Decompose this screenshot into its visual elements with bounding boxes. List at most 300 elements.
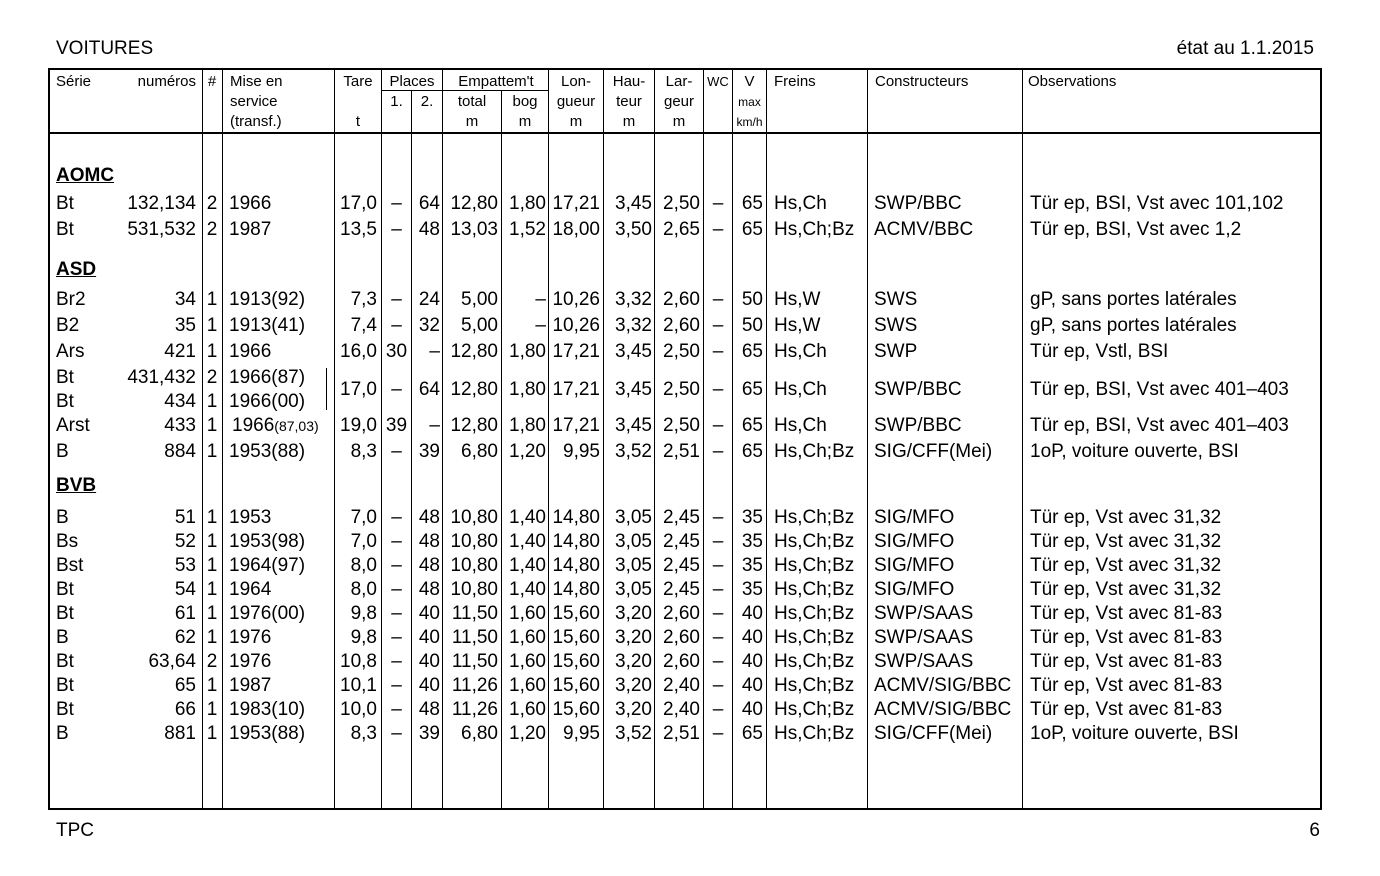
header-v: V xyxy=(744,73,755,90)
cell-p1: – xyxy=(391,531,402,552)
cell-p1: – xyxy=(391,675,402,696)
cell-mise: 1966 xyxy=(229,341,272,362)
cell-tare: 8,0 xyxy=(350,555,377,576)
cell-mise: 1964(97) xyxy=(229,555,306,576)
cell-bog: 1,20 xyxy=(509,723,546,744)
cell-wc: – xyxy=(712,415,724,436)
cell-p2: 48 xyxy=(418,531,440,552)
header-lar-1: Lar- xyxy=(665,73,693,90)
cell-obs: 1oP, voiture ouverte, BSI xyxy=(1030,723,1239,744)
cell-v: 65 xyxy=(741,219,763,240)
header-hau-unit: m xyxy=(622,113,636,130)
cell-wc: – xyxy=(712,675,724,696)
cell-tot: 10,80 xyxy=(450,555,498,576)
cell-lon: 14,80 xyxy=(552,579,600,600)
cell-obs: Tür ep, Vst avec 31,32 xyxy=(1030,507,1222,528)
cell-serie: B xyxy=(56,627,69,648)
cell-p1: 39 xyxy=(385,415,408,436)
cell-lon: 14,80 xyxy=(552,507,600,528)
cell-n: 1 xyxy=(206,603,218,624)
cell-fr: Hs,Ch;Bz xyxy=(774,723,855,744)
header-lar-2: geur xyxy=(663,93,695,110)
cell-tot: 10,80 xyxy=(450,531,498,552)
cell-wc: – xyxy=(712,193,724,214)
cell-obs: Tür ep, Vst avec 81-83 xyxy=(1030,651,1223,672)
cell-lon: 14,80 xyxy=(552,531,600,552)
cell-tare: 7,4 xyxy=(350,315,377,336)
cell-wc: – xyxy=(712,603,724,624)
cell-hau: 3,20 xyxy=(615,675,652,696)
cell-bog: 1,60 xyxy=(509,699,546,720)
cell-obs: gP, sans portes latérales xyxy=(1030,289,1237,310)
cell-serie: Ars xyxy=(56,341,85,362)
cell-tot: 6,80 xyxy=(461,441,498,462)
cell-p1: – xyxy=(391,699,402,720)
cell-tot: 12,80 xyxy=(450,341,498,362)
cell-n: 1 xyxy=(206,507,218,528)
cell-n: 1 xyxy=(206,341,218,362)
cell-obs: Tür ep, BSI, Vst avec 401–403 xyxy=(1030,379,1289,400)
cell-n: 1 xyxy=(206,315,218,336)
cell-num: 63,64 xyxy=(148,651,196,672)
cell-lar: 2,40 xyxy=(663,675,700,696)
cell-p1: – xyxy=(391,379,402,400)
cell-n: 2 xyxy=(206,367,218,388)
cell-mise: 1966 xyxy=(229,193,272,214)
cell-obs: Tür ep, Vst avec 81-83 xyxy=(1030,699,1223,720)
document-date: état au 1.1.2015 xyxy=(1176,38,1314,59)
cell-lar: 2,60 xyxy=(663,627,700,648)
header-rule xyxy=(48,132,1322,134)
cell-fr: Hs,Ch xyxy=(774,379,827,400)
cell-v: 65 xyxy=(741,723,763,744)
cell-serie: Bt xyxy=(56,675,74,696)
cell-hau: 3,05 xyxy=(615,579,652,600)
cell-wc: – xyxy=(712,379,724,400)
header-constructeurs: Constructeurs xyxy=(875,73,969,90)
cell-obs: Tür ep, Vstl, BSI xyxy=(1030,341,1169,362)
cell-mise: 1953(88) xyxy=(229,723,306,744)
cell-p1: – xyxy=(391,507,402,528)
merge-bracket xyxy=(326,368,327,410)
cell-bog: – xyxy=(535,289,546,310)
cell-n: 1 xyxy=(206,699,218,720)
header-freins: Freins xyxy=(774,73,816,90)
cell-hau: 3,05 xyxy=(615,507,652,528)
cell-v: 40 xyxy=(741,651,763,672)
cell-cons: SIG/CFF(Mei) xyxy=(874,441,993,462)
cell-lon: 15,60 xyxy=(552,675,600,696)
cell-lar: 2,45 xyxy=(663,579,700,600)
cell-tot: 6,80 xyxy=(461,723,498,744)
cell-p2: 64 xyxy=(418,193,440,214)
cell-fr: Hs,Ch;Bz xyxy=(774,603,855,624)
cell-tot: 12,80 xyxy=(450,379,498,400)
cell-v: 35 xyxy=(741,507,763,528)
header-lar-unit: m xyxy=(672,113,686,130)
cell-v: 65 xyxy=(741,415,763,436)
cell-fr: Hs,Ch xyxy=(774,415,827,436)
cell-num: 53 xyxy=(174,555,196,576)
cell-p1: 30 xyxy=(385,341,408,362)
footer-company: TPC xyxy=(56,820,94,841)
cell-n: 1 xyxy=(206,391,218,412)
cell-hau: 3,05 xyxy=(615,555,652,576)
cell-fr: Hs,Ch;Bz xyxy=(774,651,855,672)
cell-lar: 2,60 xyxy=(663,651,700,672)
cell-v: 40 xyxy=(741,603,763,624)
header-count: # xyxy=(207,73,217,90)
cell-tot: 12,80 xyxy=(450,193,498,214)
cell-lar: 2,50 xyxy=(663,341,700,362)
cell-tot: 5,00 xyxy=(461,289,498,310)
cell-serie: Bt xyxy=(56,603,74,624)
cell-num: 433 xyxy=(164,415,196,436)
cell-num: 51 xyxy=(174,507,196,528)
header-v-unit: km/h xyxy=(736,115,763,129)
document-title: VOITURES xyxy=(56,38,154,59)
cell-mise-year: 1966 xyxy=(232,415,275,436)
cell-cons: SWP/SAAS xyxy=(874,651,974,672)
cell-lar: 2,40 xyxy=(663,699,700,720)
header-tare-unit: t xyxy=(355,113,361,130)
cell-fr: Hs,Ch;Bz xyxy=(774,699,855,720)
header-empattement: Empattem't xyxy=(458,73,534,90)
cell-lon: 15,60 xyxy=(552,627,600,648)
header-lon-1: Lon- xyxy=(560,73,592,90)
cell-mise: 1976 xyxy=(229,627,272,648)
cell-cons: SWS xyxy=(874,289,918,310)
cell-mise: 1966(00) xyxy=(229,391,306,412)
cell-mise: 1976 xyxy=(229,651,272,672)
cell-lon: 15,60 xyxy=(552,699,600,720)
cell-tare: 10,1 xyxy=(340,675,377,696)
cell-p2: 48 xyxy=(418,219,440,240)
cell-p2: 40 xyxy=(418,651,440,672)
cell-lon: 9,95 xyxy=(563,441,600,462)
cell-v: 40 xyxy=(741,627,763,648)
cell-cons: SWS xyxy=(874,315,918,336)
cell-num: 34 xyxy=(174,289,196,310)
cell-serie: Bt xyxy=(56,699,74,720)
cell-num: 531,532 xyxy=(127,219,196,240)
cell-bog: 1,20 xyxy=(509,441,546,462)
column-divider xyxy=(766,68,767,810)
cell-num: 431,432 xyxy=(127,367,196,388)
cell-lar: 2,65 xyxy=(663,219,700,240)
column-divider xyxy=(222,68,223,810)
cell-cons: SWP/BBC xyxy=(874,415,962,436)
cell-serie: Bt xyxy=(56,367,74,388)
group-aomc: AOMC xyxy=(56,165,115,186)
cell-lon: 18,00 xyxy=(552,219,600,240)
cell-tare: 8,3 xyxy=(350,723,377,744)
column-divider xyxy=(867,68,868,810)
cell-hau: 3,45 xyxy=(615,341,652,362)
header-places: Places xyxy=(389,73,435,90)
cell-bog: – xyxy=(535,315,546,336)
cell-mise: 1953 xyxy=(229,507,272,528)
cell-v: 50 xyxy=(741,315,763,336)
cell-hau: 3,20 xyxy=(615,627,652,648)
cell-lon: 17,21 xyxy=(552,415,600,436)
cell-p2: 48 xyxy=(418,699,440,720)
cell-tare: 7,3 xyxy=(350,289,377,310)
cell-hau: 3,20 xyxy=(615,603,652,624)
cell-fr: Hs,Ch;Bz xyxy=(774,627,855,648)
cell-p2: 48 xyxy=(418,555,440,576)
cell-obs: Tür ep, Vst avec 31,32 xyxy=(1030,579,1222,600)
cell-tot: 11,50 xyxy=(451,627,498,648)
cell-cons: SIG/MFO xyxy=(874,579,955,600)
cell-cons: ACMV/SIG/BBC xyxy=(874,675,1012,696)
header-lon-unit: m xyxy=(569,113,583,130)
header-wc: WC xyxy=(707,74,729,89)
cell-num: 35 xyxy=(174,315,196,336)
cell-bog: 1,80 xyxy=(509,193,546,214)
cell-lar: 2,45 xyxy=(663,507,700,528)
header-emp-total: total xyxy=(457,93,487,110)
header-observations: Observations xyxy=(1028,73,1117,90)
cell-serie: B xyxy=(56,723,69,744)
cell-wc: – xyxy=(712,579,724,600)
cell-lon: 10,26 xyxy=(552,289,600,310)
cell-obs: Tür ep, BSI, Vst avec 101,102 xyxy=(1030,193,1284,214)
cell-v: 35 xyxy=(741,531,763,552)
cell-v: 65 xyxy=(741,441,763,462)
cell-tare: 10,0 xyxy=(340,699,377,720)
cell-wc: – xyxy=(712,555,724,576)
header-hau-1: Hau- xyxy=(612,73,646,90)
cell-lon: 10,26 xyxy=(552,315,600,336)
cell-n: 1 xyxy=(206,675,218,696)
header-tare: Tare xyxy=(343,73,373,90)
cell-p2: 24 xyxy=(418,289,440,310)
cell-lar: 2,60 xyxy=(663,315,700,336)
cell-tare: 8,0 xyxy=(350,579,377,600)
cell-num: 61 xyxy=(174,603,196,624)
cell-serie: Bt xyxy=(56,391,74,412)
cell-n: 2 xyxy=(206,193,218,214)
cell-fr: Hs,Ch;Bz xyxy=(774,555,855,576)
cell-mise: 1953(98) xyxy=(229,531,306,552)
cell-lon: 15,60 xyxy=(552,651,600,672)
cell-lon: 9,95 xyxy=(563,723,600,744)
cell-lar: 2,60 xyxy=(663,289,700,310)
cell-tot: 13,03 xyxy=(450,219,498,240)
cell-bog: 1,80 xyxy=(509,341,546,362)
cell-bog: 1,40 xyxy=(509,531,546,552)
cell-cons: SIG/MFO xyxy=(874,531,955,552)
cell-p2: 39 xyxy=(418,441,440,462)
cell-cons: SWP/SAAS xyxy=(874,603,974,624)
cell-lar: 2,45 xyxy=(663,555,700,576)
cell-p1: – xyxy=(391,723,402,744)
cell-hau: 3,45 xyxy=(615,193,652,214)
cell-obs: Tür ep, Vst avec 81-83 xyxy=(1030,675,1223,696)
cell-lar: 2,51 xyxy=(663,723,700,744)
cell-n: 2 xyxy=(206,219,218,240)
cell-bog: 1,80 xyxy=(509,379,546,400)
cell-hau: 3,32 xyxy=(615,315,652,336)
cell-lon: 17,21 xyxy=(552,193,600,214)
cell-tare: 19,0 xyxy=(340,415,377,436)
cell-cons: SIG/CFF(Mei) xyxy=(874,723,993,744)
cell-mise xyxy=(232,414,319,438)
cell-serie: Bst xyxy=(56,555,84,576)
cell-mise: 1976(00) xyxy=(229,603,306,624)
cell-obs: Tür ep, BSI, Vst avec 1,2 xyxy=(1030,219,1242,240)
cell-serie: Br2 xyxy=(56,289,86,310)
cell-num: 52 xyxy=(174,531,196,552)
cell-mise: 1966(87) xyxy=(229,367,306,388)
cell-fr: Hs,Ch xyxy=(774,341,827,362)
cell-v: 35 xyxy=(741,555,763,576)
cell-cons: SIG/MFO xyxy=(874,555,955,576)
cell-p1: – xyxy=(391,555,402,576)
cell-obs: Tür ep, BSI, Vst avec 401–403 xyxy=(1030,415,1289,436)
cell-serie: B xyxy=(56,441,69,462)
cell-num: 434 xyxy=(164,391,196,412)
cell-n: 1 xyxy=(206,415,218,436)
cell-n: 1 xyxy=(206,531,218,552)
cell-wc: – xyxy=(712,531,724,552)
cell-n: 1 xyxy=(206,289,218,310)
header-lon-2: gueur xyxy=(556,93,596,110)
cell-tot: 11,50 xyxy=(451,651,498,672)
cell-hau: 3,20 xyxy=(615,699,652,720)
cell-p2: 40 xyxy=(418,675,440,696)
cell-p1: – xyxy=(391,651,402,672)
cell-cons: SWP xyxy=(874,341,918,362)
cell-fr: Hs,Ch;Bz xyxy=(774,531,855,552)
cell-tare: 17,0 xyxy=(340,193,377,214)
cell-num: 421 xyxy=(164,341,196,362)
cell-wc: – xyxy=(712,699,724,720)
header-places-1: 1. xyxy=(390,93,403,110)
cell-fr: Hs,Ch;Bz xyxy=(774,579,855,600)
cell-wc: – xyxy=(712,341,724,362)
cell-mise: 1913(92) xyxy=(229,289,306,310)
cell-hau: 3,45 xyxy=(615,415,652,436)
cell-bog: 1,40 xyxy=(509,579,546,600)
cell-serie: Arst xyxy=(56,415,90,436)
cell-lon: 15,60 xyxy=(552,603,600,624)
cell-p2: 39 xyxy=(418,723,440,744)
cell-hau: 3,20 xyxy=(615,651,652,672)
cell-serie: B xyxy=(56,507,69,528)
cell-serie: Bt xyxy=(56,651,74,672)
header-mise-1: Mise en xyxy=(230,73,283,90)
cell-tare: 7,0 xyxy=(350,507,377,528)
cell-lon: 17,21 xyxy=(552,379,600,400)
cell-p1: – xyxy=(391,627,402,648)
cell-p2: 48 xyxy=(418,579,440,600)
cell-n: 1 xyxy=(206,555,218,576)
cell-hau: 3,50 xyxy=(615,219,652,240)
cell-lar: 2,50 xyxy=(663,193,700,214)
cell-n: 2 xyxy=(206,651,218,672)
cell-hau: 3,45 xyxy=(615,379,652,400)
cell-p2: – xyxy=(429,341,440,362)
cell-num: 54 xyxy=(174,579,196,600)
cell-cons: ACMV/BBC xyxy=(874,219,974,240)
header-hau-2: teur xyxy=(616,93,642,110)
group-bvb: BVB xyxy=(56,475,97,496)
cell-num: 132,134 xyxy=(127,193,196,214)
cell-num: 65 xyxy=(174,675,196,696)
cell-tot: 11,26 xyxy=(451,699,498,720)
header-emp-bog-unit: m xyxy=(518,113,532,130)
cell-tare: 8,3 xyxy=(350,441,377,462)
cell-wc: – xyxy=(712,507,724,528)
cell-obs: Tür ep, Vst avec 31,32 xyxy=(1030,555,1222,576)
cell-wc: – xyxy=(712,627,724,648)
cell-p1: – xyxy=(391,441,402,462)
cell-lar: 2,50 xyxy=(663,415,700,436)
cell-tare: 17,0 xyxy=(340,379,377,400)
cell-serie: Bt xyxy=(56,579,74,600)
cell-cons: SIG/MFO xyxy=(874,507,955,528)
cell-fr: Hs,Ch;Bz xyxy=(774,441,855,462)
header-mise-2: service xyxy=(230,93,278,110)
cell-p2: 64 xyxy=(418,379,440,400)
header-places-2: 2. xyxy=(420,93,434,110)
cell-p2: 40 xyxy=(418,603,440,624)
cell-serie: Bt xyxy=(56,219,74,240)
cell-n: 1 xyxy=(206,579,218,600)
cell-p1: – xyxy=(391,193,402,214)
cell-v: 65 xyxy=(741,193,763,214)
cell-mise: 1983(10) xyxy=(229,699,306,720)
cell-bog: 1,80 xyxy=(509,415,546,436)
cell-p1: – xyxy=(391,315,402,336)
cell-obs: gP, sans portes latérales xyxy=(1030,315,1237,336)
cell-tare: 9,8 xyxy=(350,603,377,624)
cell-p1: – xyxy=(391,289,402,310)
page-number: 6 xyxy=(1309,820,1320,841)
cell-mise: 1964 xyxy=(229,579,272,600)
cell-serie: B2 xyxy=(56,315,80,336)
cell-tare: 13,5 xyxy=(340,219,377,240)
cell-n: 1 xyxy=(206,627,218,648)
cell-cons: SWP/BBC xyxy=(874,379,962,400)
cell-tot: 10,80 xyxy=(450,579,498,600)
cell-n: 1 xyxy=(206,441,218,462)
cell-obs: Tür ep, Vst avec 81-83 xyxy=(1030,603,1223,624)
cell-hau: 3,32 xyxy=(615,289,652,310)
header-emp-bog: bog xyxy=(512,93,538,110)
cell-v: 65 xyxy=(741,379,763,400)
cell-cons: SWP/BBC xyxy=(874,193,962,214)
cell-fr: Hs,Ch;Bz xyxy=(774,675,855,696)
cell-p2: 40 xyxy=(418,627,440,648)
header-mise-3: (transf.) xyxy=(230,113,282,130)
cell-v: 35 xyxy=(741,579,763,600)
cell-mise: 1987 xyxy=(229,675,272,696)
cell-v: 40 xyxy=(741,699,763,720)
header-numeros: numéros xyxy=(137,73,196,90)
cell-tare: 7,0 xyxy=(350,531,377,552)
cell-obs: Tür ep, Vst avec 31,32 xyxy=(1030,531,1222,552)
cell-serie: Bs xyxy=(56,531,79,552)
cell-lar: 2,45 xyxy=(663,531,700,552)
cell-bog: 1,60 xyxy=(509,603,546,624)
cell-fr: Hs,W xyxy=(774,315,821,336)
cell-obs: Tür ep, Vst avec 81-83 xyxy=(1030,627,1223,648)
cell-p1: – xyxy=(391,579,402,600)
cell-tot: 10,80 xyxy=(450,507,498,528)
